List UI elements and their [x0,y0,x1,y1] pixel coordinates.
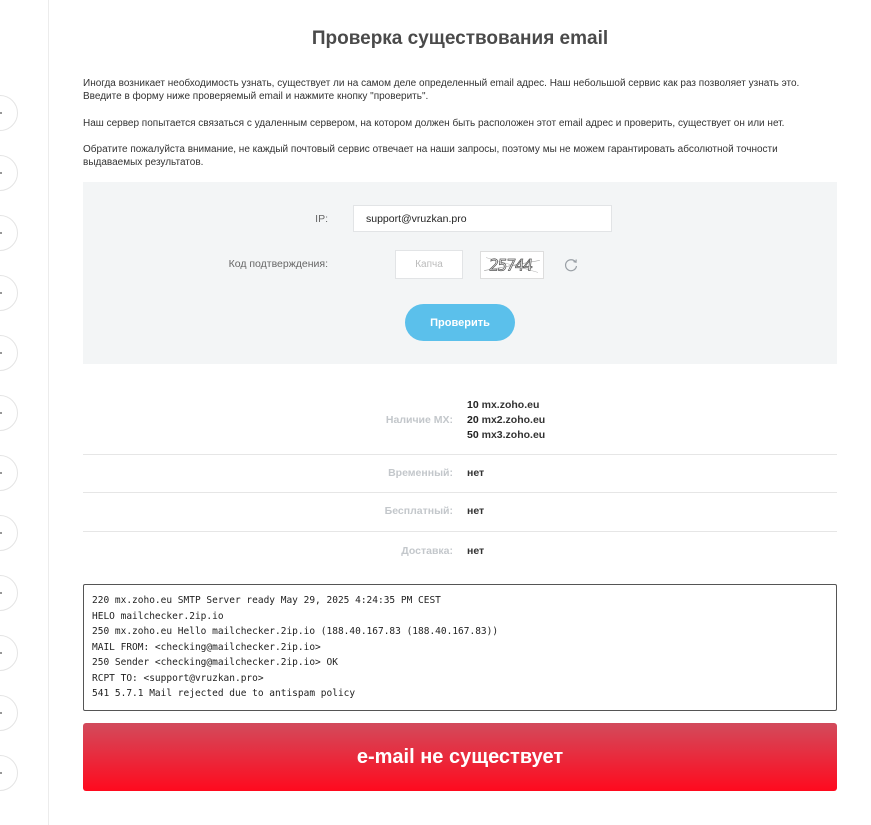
sidebar-nav-item[interactable] [0,755,18,791]
log-line: 250 mx.zoho.eu Hello mailchecker.2ip.io (188.40.167.83 (188.40.167.83)) [92,626,499,637]
sidebar-nav-item[interactable] [0,335,18,371]
page-title: Проверка существования email [311,28,609,49]
result-row-free [83,493,837,532]
check-button[interactable]: Проверить [405,304,515,341]
intro-paragraph: Наш сервер попытается связаться с удаленным сервером, на котором должен быть расположен этот email адрес и проверить, существует он или нет. [83,118,785,129]
email-input[interactable] [353,205,612,232]
check-form [83,182,837,364]
results-table [83,392,837,570]
temporary-value: нет [467,467,485,479]
log-line: 541 5.7.1 Mail rejected due to antispam policy [92,688,356,699]
sidebar-nav-item[interactable] [0,155,18,191]
sidebar-nav-item[interactable] [0,275,18,311]
sidebar-nav-item[interactable] [0,515,18,551]
log-line: HELO mailchecker.2ip.io [92,610,224,622]
log-line: 220 mx.zoho.eu SMTP Server ready May 29, 2025 4:24:35 PM CEST [92,595,441,606]
intro-paragraph: Обратите пожалуйста внимание, не каждый почтовый сервис отвечает на наши запросы, поэтому мы не можем гарантировать абсолютной точности выдаваемых результатов. [83,144,778,168]
result-row-temporary [83,455,837,493]
free-label: Бесплатный: [384,505,453,517]
log-line: RCPT TO: <support@vruzkan.pro> [92,672,264,684]
left-sidebar-rail [0,0,49,825]
captcha-image [480,251,544,279]
sidebar-nav-item[interactable] [0,635,18,671]
mx-label: Наличие MX: [385,414,453,426]
sidebar-nav-item[interactable] [0,215,18,251]
intro-paragraph: Иногда возникает необходимость узнать, существует ли на самом деле определенный email адрес. Наш небольшой сервис как раз позволяет узнать это. Введите в форму ниже проверяемый email и нажмите кнопку "проверить". [83,78,800,102]
result-row-mx [83,392,837,455]
mx-records [467,398,545,443]
smtp-log [83,584,837,711]
sidebar-nav-item[interactable] [0,95,18,131]
sidebar-nav-item[interactable] [0,575,18,611]
sidebar-nav-item[interactable] [0,455,18,491]
temporary-label: Временный: [388,467,453,479]
captcha-text: 25744 [488,255,534,275]
mx-record: 10 mx.zoho.eu [467,399,540,411]
result-row-delivery [83,532,837,570]
log-line: 250 Sender <checking@mailchecker.2ip.io> OK [92,657,338,668]
sidebar-nav-item[interactable] [0,695,18,731]
mx-record: 50 mx3.zoho.eu [467,429,546,441]
refresh-icon[interactable] [563,257,579,273]
ip-label: IP: [315,213,328,225]
verdict-banner [83,723,837,791]
captcha-label: Код подтверждения: [228,258,328,270]
mx-record: 20 mx2.zoho.eu [467,414,546,426]
sidebar-nav-item[interactable] [0,395,18,431]
captcha-input[interactable] [395,250,463,279]
delivery-value: нет [467,545,485,557]
verdict-text: e-mail не существует [356,745,564,768]
free-value: нет [467,505,485,517]
log-line: MAIL FROM: <checking@mailchecker.2ip.io> [92,641,321,653]
delivery-label: Доставка: [401,545,453,557]
